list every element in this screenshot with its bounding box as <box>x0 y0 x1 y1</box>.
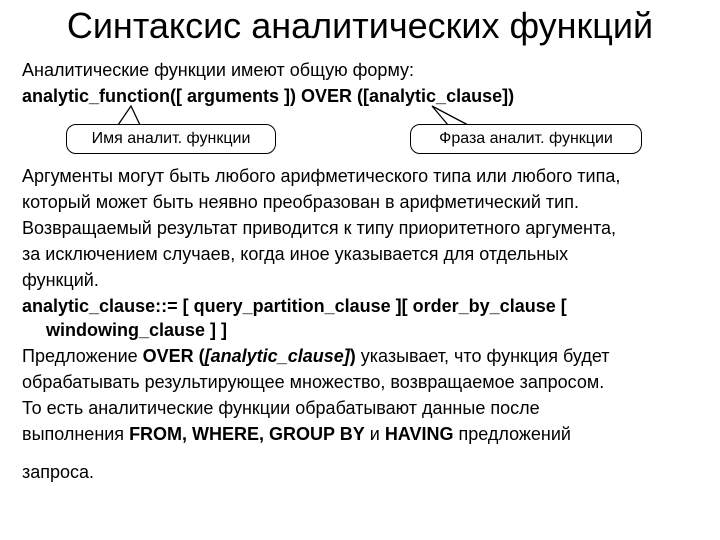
intro-text: Аналитические функции имеют общую форму: <box>22 60 415 80</box>
paragraph-line: который может быть неявно преобразован в арифметический тип. <box>22 192 579 212</box>
text-run: предложений <box>453 424 571 444</box>
text-run: и <box>364 424 385 444</box>
callout-pointer-function-name <box>118 106 140 125</box>
slide-title: Синтаксис аналитических функций <box>66 5 654 46</box>
callout-function-name: Имя аналит. функции <box>66 124 276 154</box>
text-run: ) <box>349 346 356 366</box>
callout-pointer-clause <box>432 106 468 125</box>
keywords-clauses: FROM, WHERE, GROUP BY <box>129 424 365 444</box>
paragraph-line <box>22 344 609 368</box>
paragraph-line: Аргументы могут быть любого арифметического типа или любого типа, <box>22 166 621 186</box>
text-run: ( <box>193 346 205 366</box>
paragraph-line: за исключением случаев, когда иное указывается для отдельных <box>22 244 569 264</box>
callout-clause: Фраза аналит. функции <box>410 124 642 154</box>
syntax-line: analytic_function([ arguments ]) OVER ([analytic_clause]) <box>22 86 515 106</box>
keyword-having: HAVING <box>384 424 454 444</box>
keyword-analytic-clause: [analytic_clause] <box>204 346 350 366</box>
text-run: Предложение <box>22 346 143 366</box>
paragraph-line: Возвращаемый результат приводится к типу приоритетного аргумента, <box>22 218 617 238</box>
paragraph-line <box>22 422 571 446</box>
paragraph-line: То есть аналитические функции обрабатывают данные после <box>22 398 540 418</box>
paragraph-line: обрабатывать результирующее множество, возвращаемое запросом. <box>22 372 605 392</box>
paragraph-line: запроса. <box>22 462 95 482</box>
text-run: указывает, что функция будет <box>355 346 610 366</box>
clause-definition-line: analytic_clause::= [ query_partition_clause ][ order_by_clause [ <box>22 296 567 316</box>
clause-definition-line: windowing_clause ] ] <box>46 320 228 340</box>
text-run: выполнения <box>22 424 130 444</box>
keyword-over: OVER <box>142 346 194 366</box>
paragraph-line: функций. <box>22 270 99 290</box>
